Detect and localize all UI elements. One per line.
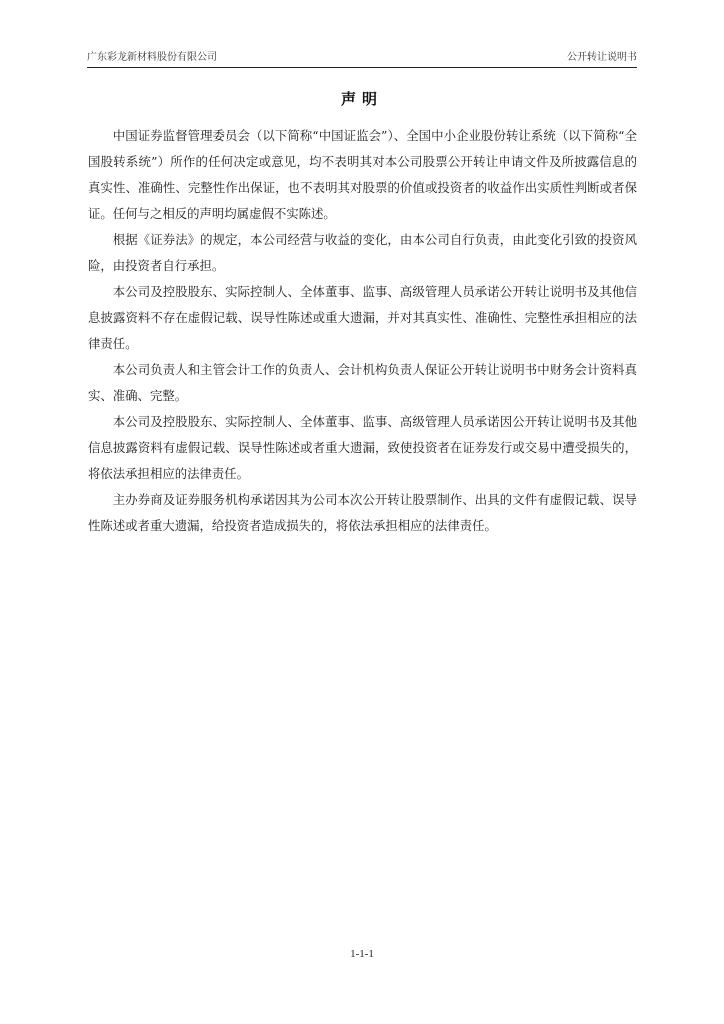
page-header xyxy=(87,51,637,65)
paragraph-broker-commitment: 主办券商及证券服务机构承诺因其为公司本次公开转让股票制作、出具的文件有虚假记载、误导性陈述或者重大遗漏，给投资者造成损失的，将依法承担相应的法律责任。 xyxy=(88,492,637,533)
paragraph-regulator-disclaimer: 中国证券监督管理委员会（以下简称“中国证监会”）、全国中小企业股份转让系统（以下简称“全国股转系统”）所作的任何决定或意见，均不表明其对本公司股票公开转让申请文件及所披露信息的真实性、准确性、完整性作出保证，也不表明其对股票的价值或投资者的收益作出实质性判断或者保证。任何与之相反的声明均属虚假不实陈述。 xyxy=(88,128,637,221)
paragraph-investment-risk: 根据《证券法》的规定，本公司经营与收益的变化，由本公司自行负责，由此变化引致的投资风险，由投资者自行承担。 xyxy=(88,232,637,273)
paragraph-liability-commitment: 本公司及控股股东、实际控制人、全体董事、监事、高级管理人员承诺因公开转让说明书及其他信息披露资料有虚假记载、误导性陈述或者重大遗漏，致使投资者在证券发行或交易中遭受损失的，将依法承担相应的法律责任。 xyxy=(88,414,637,481)
page-title: 声明 xyxy=(340,90,383,108)
declaration-body xyxy=(88,123,637,539)
paragraph-management-commitment: 本公司及控股股东、实际控制人、全体董事、监事、高级管理人员承诺公开转让说明书及其他信息披露资料不存在虚假记载、误导性陈述或重大遗漏，并对其真实性、准确性、完整性承担相应的法律责任。 xyxy=(88,284,637,351)
header-document-type: 公开转让说明书 xyxy=(567,52,637,63)
header-company-name: 广东彩龙新材料股份有限公司 xyxy=(87,52,217,63)
paragraph-financial-accuracy: 本公司负责人和主管会计工作的负责人、会计机构负责人保证公开转让说明书中财务会计资料真实、准确、完整。 xyxy=(88,362,637,403)
page-number: 1-1-1 xyxy=(350,948,374,960)
header-divider xyxy=(87,67,637,68)
